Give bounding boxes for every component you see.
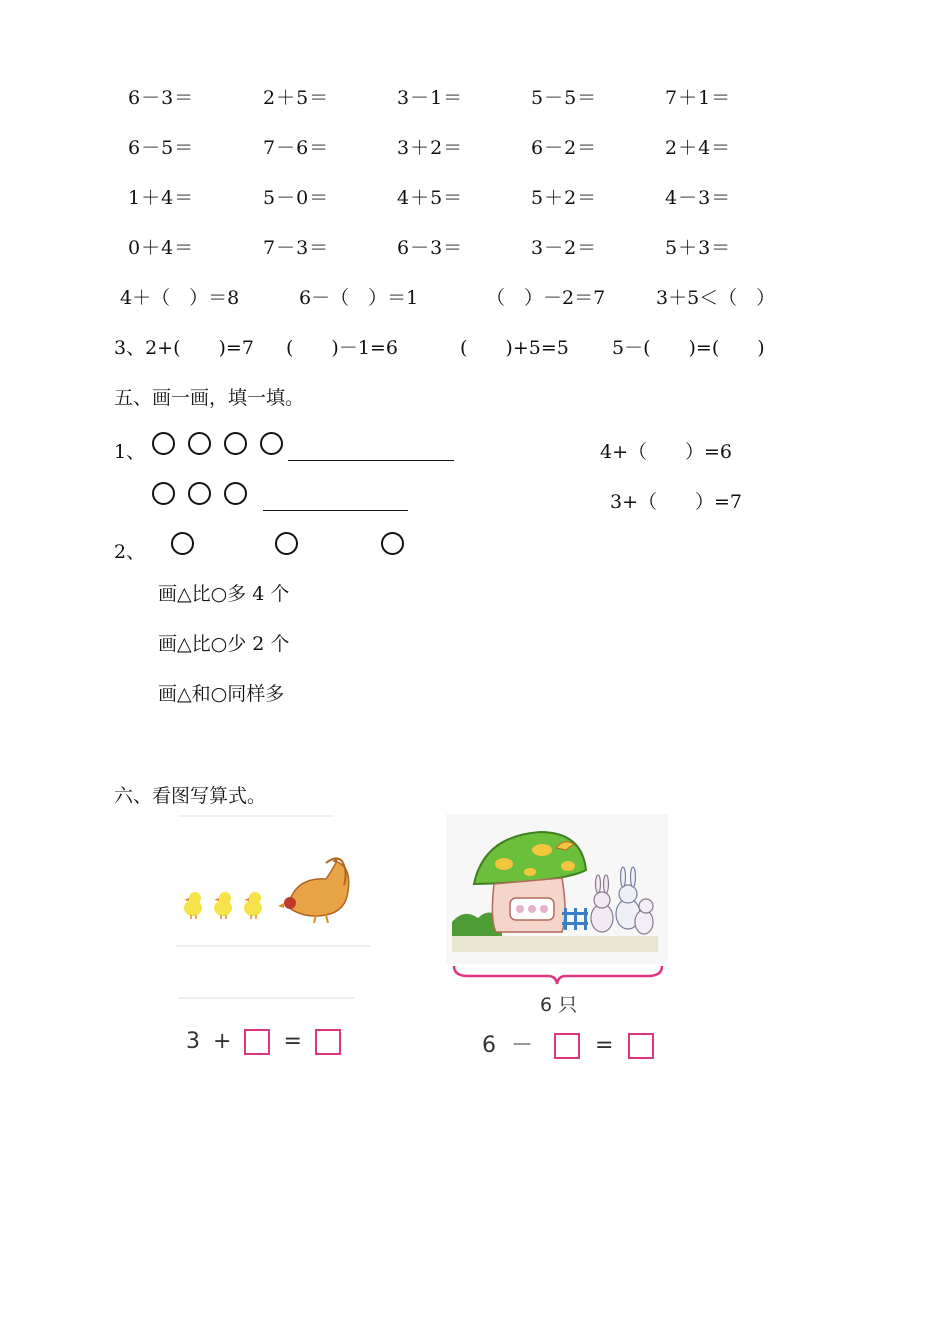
q3-item: 5－( )=( ) <box>612 337 765 359</box>
fill-item: （ ）－2＝7 <box>486 287 606 309</box>
answer-box[interactable] <box>315 1029 341 1055</box>
picture2-equation <box>482 1028 654 1059</box>
q1-label: 1、 <box>114 441 146 463</box>
minus-sign: － <box>511 1033 534 1058</box>
circle-icon <box>152 432 175 455</box>
answer-box[interactable] <box>628 1033 654 1059</box>
q2-instruction: 画△和○同样多 <box>158 683 285 705</box>
circle-icon <box>152 482 175 505</box>
equals-sign: = <box>283 1029 302 1054</box>
arith-item: 1＋4＝ <box>128 187 195 209</box>
circle-icon <box>224 482 247 505</box>
section6-title: 六、看图写算式。 <box>114 785 267 807</box>
mushroom-rabbits-illustration <box>444 810 670 1010</box>
q1-equation-2: 3+（ ）=7 <box>610 491 743 513</box>
arith-item: 5＋2＝ <box>531 187 598 209</box>
picture2-total: 6 只 <box>540 994 578 1016</box>
arith-item: 2＋5＝ <box>263 87 330 109</box>
arith-item: 5－5＝ <box>531 87 598 109</box>
answer-blank-line[interactable] <box>263 490 408 511</box>
q1-circles-row2 <box>152 482 247 509</box>
circle-icon <box>381 532 404 555</box>
answer-box[interactable] <box>554 1033 580 1059</box>
circle-icon <box>260 432 283 455</box>
chick-icon <box>214 892 232 919</box>
arith-item: 3＋2＝ <box>397 137 464 159</box>
hen-icon <box>278 858 349 923</box>
arith-item: 6－2＝ <box>531 137 598 159</box>
arith-item: 7－3＝ <box>263 237 330 259</box>
answer-blank-line[interactable] <box>288 440 454 461</box>
circle-icon <box>188 482 211 505</box>
arith-item: 4－3＝ <box>665 187 732 209</box>
chicks-hen-illustration <box>176 815 372 1065</box>
eq-number: 3 <box>186 1029 200 1054</box>
arith-item: 4＋5＝ <box>397 187 464 209</box>
fill-item: 6－（ ）＝1 <box>299 287 419 309</box>
q3-item: 3、2+( )=7 <box>114 337 254 359</box>
section5-title: 五、画一画，填一填。 <box>114 387 305 409</box>
q3-item: ( )－1=6 <box>286 337 398 359</box>
equals-sign: = <box>595 1033 614 1058</box>
arith-item: 2＋4＝ <box>665 137 732 159</box>
q2-instruction: 画△比○少 2 个 <box>158 633 290 655</box>
arith-item: 7＋1＝ <box>665 87 732 109</box>
q1-equation-1: 4+（ ）=6 <box>600 441 733 463</box>
q2-instruction: 画△比○多 4 个 <box>158 583 290 605</box>
answer-box[interactable] <box>244 1029 270 1055</box>
arith-item: 6－5＝ <box>128 137 195 159</box>
picture-chicks-hen <box>176 815 372 1065</box>
arith-item: 3－1＝ <box>397 87 464 109</box>
circle-icon <box>275 532 298 555</box>
arith-item: 6－3＝ <box>128 87 195 109</box>
chick-icon <box>184 892 202 919</box>
circle-icon <box>171 532 194 555</box>
arith-item: 0＋4＝ <box>128 237 195 259</box>
q2-label: 2、 <box>114 541 146 563</box>
brace-icon <box>454 966 662 984</box>
eq-number: 6 <box>482 1033 496 1058</box>
circle-icon <box>188 432 211 455</box>
fill-item: 4＋（ ）＝8 <box>120 287 240 309</box>
plus-sign: + <box>213 1029 232 1054</box>
arith-item: 6－3＝ <box>397 237 464 259</box>
fill-item: 3＋5＜（ ） <box>656 287 776 309</box>
arith-item: 7－6＝ <box>263 137 330 159</box>
circle-icon <box>224 432 247 455</box>
picture1-equation <box>186 1029 341 1055</box>
arith-item: 3－2＝ <box>531 237 598 259</box>
q3-item: ( )+5=5 <box>460 337 569 359</box>
chick-icon <box>244 892 262 919</box>
arith-item: 5－0＝ <box>263 187 330 209</box>
q1-circles-row1 <box>152 432 283 459</box>
picture-mushroom-rabbits <box>444 810 670 1065</box>
arith-item: 5＋3＝ <box>665 237 732 259</box>
